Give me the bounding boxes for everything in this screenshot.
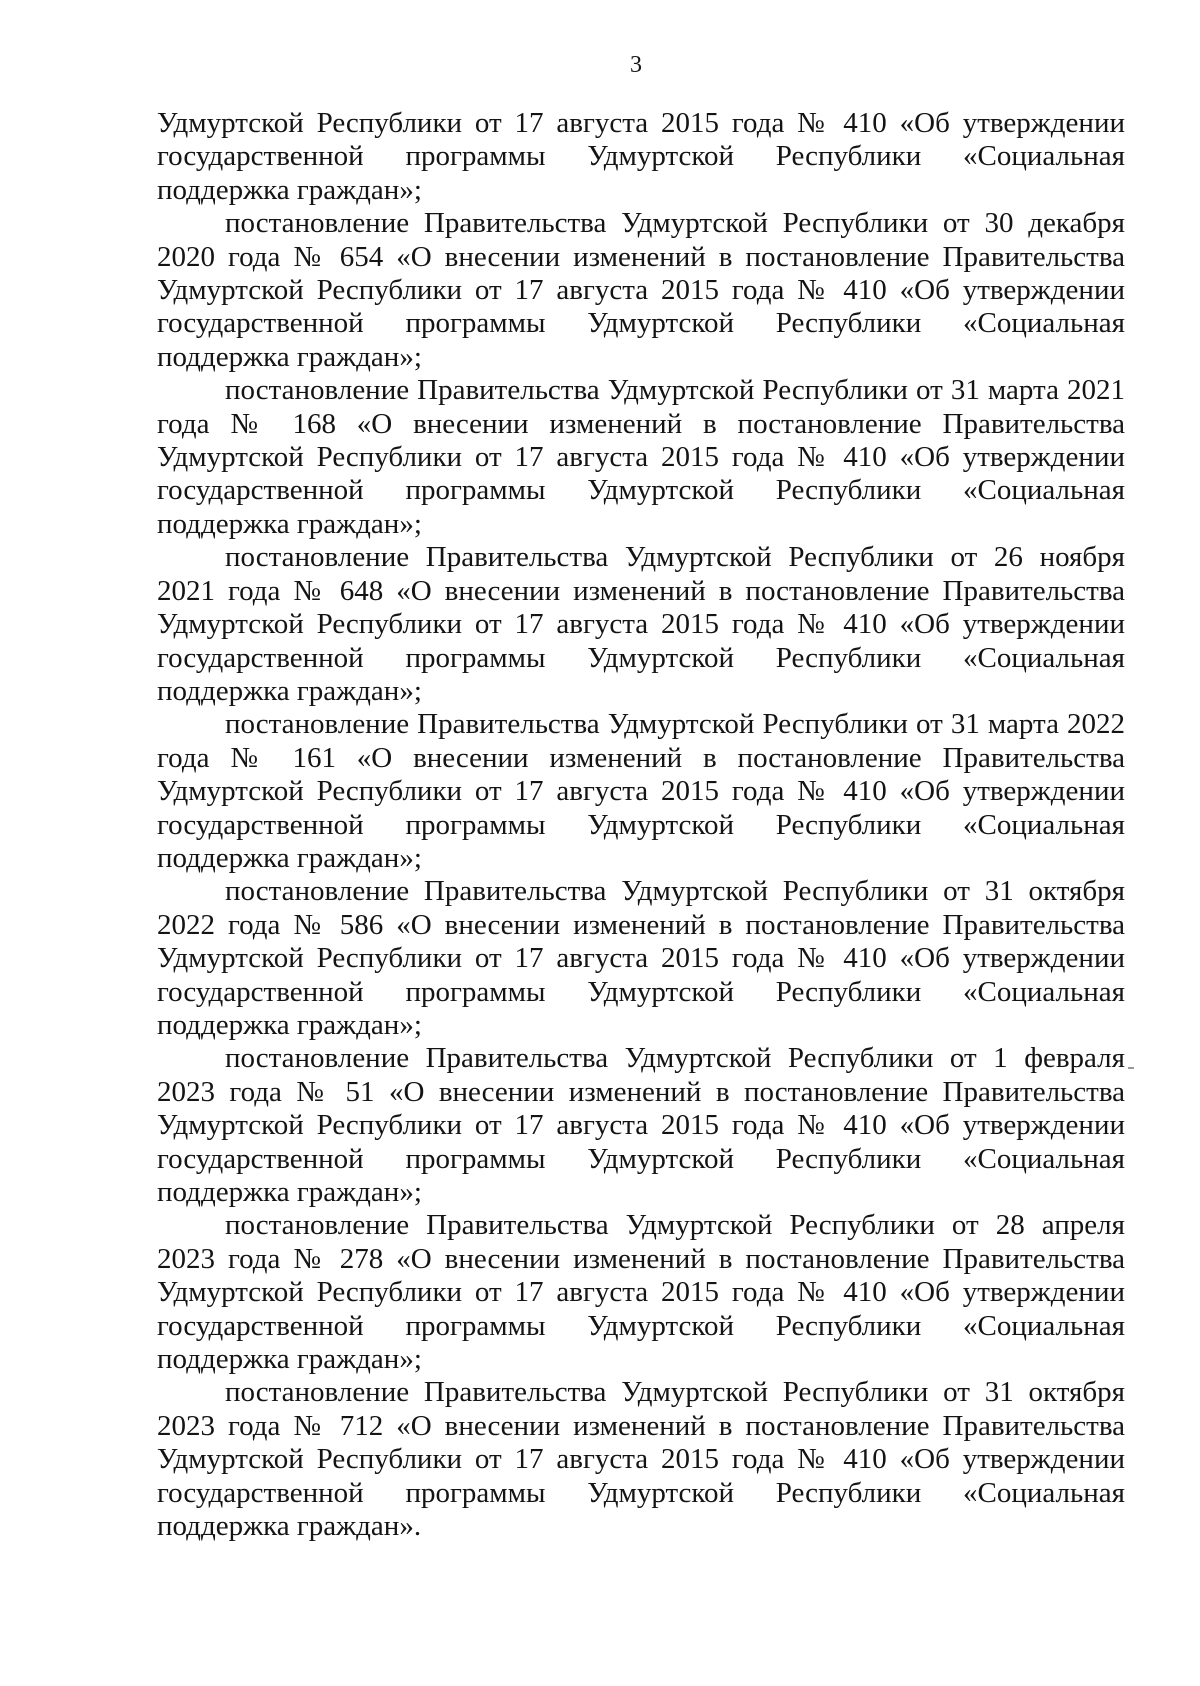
paragraph-resolution-2022-161: постановление Правительства Удмуртской Республики от 31 марта 2022 года № 161 «О внесении изменений в постановление Правительства Удмуртской Республики от 17 августа 2015 года № 410 «Об утверждении государственной программы Удмуртской Республики «Социальная поддержка граждан»;: [157, 708, 1125, 874]
document-body: [157, 107, 1125, 1543]
scan-edge-mark: [1128, 1067, 1134, 1069]
paragraph-resolution-2023-278: постановление Правительства Удмуртской Республики от 28 апреля 2023 года № 278 «О внесении изменений в постановление Правительства Удмуртской Республики от 17 августа 2015 года № 410 «Об утверждении государственной программы Удмуртской Республики «Социальная поддержка граждан»;: [157, 1209, 1125, 1376]
paragraph-resolution-2022-586: постановление Правительства Удмуртской Республики от 31 октября 2022 года № 586 «О внесении изменений в постановление Правительства Удмуртской Республики от 17 августа 2015 года № 410 «Об утверждении государственной программы Удмуртской Республики «Социальная поддержка граждан»;: [157, 875, 1125, 1041]
paragraph-resolution-2023-51: постановление Правительства Удмуртской Республики от 1 февраля 2023 года № 51 «О внесении изменений в постановление Правительства Удмуртской Республики от 17 августа 2015 года № 410 «Об утверждении государственной программы Удмуртской Республики «Социальная поддержка граждан»;: [157, 1042, 1125, 1208]
paragraph-resolution-2020-654: постановление Правительства Удмуртской Республики от 30 декабря 2020 года № 654 «О внесении изменений в постановление Правительства Удмуртской Республики от 17 августа 2015 года № 410 «Об утверждении государственной программы Удмуртской Республики «Социальная поддержка граждан»;: [157, 207, 1125, 373]
page-number: 3: [630, 52, 642, 78]
paragraph-resolution-2023-712: постановление Правительства Удмуртской Республики от 31 октября 2023 года № 712 «О внесении изменений в постановление Правительства Удмуртской Республики от 17 августа 2015 года № 410 «Об утверждении государственной программы Удмуртской Республики «Социальная поддержка граждан».: [157, 1376, 1125, 1543]
paragraph-resolution-2021-648: постановление Правительства Удмуртской Республики от 26 ноября 2021 года № 648 «О внесении изменений в постановление Правительства Удмуртской Республики от 17 августа 2015 года № 410 «Об утверждении государственной программы Удмуртской Республики «Социальная поддержка граждан»;: [157, 541, 1125, 707]
paragraph-continuation: Удмуртской Республики от 17 августа 2015 года № 410 «Об утверждении государственной программы Удмуртской Республики «Социальная поддержка граждан»;: [157, 107, 1125, 206]
paragraph-resolution-2021-168: постановление Правительства Удмуртской Республики от 31 марта 2021 года № 168 «О внесении изменений в постановление Правительства Удмуртской Республики от 17 августа 2015 года № 410 «Об утверждении государственной программы Удмуртской Республики «Социальная поддержка граждан»;: [157, 374, 1125, 540]
